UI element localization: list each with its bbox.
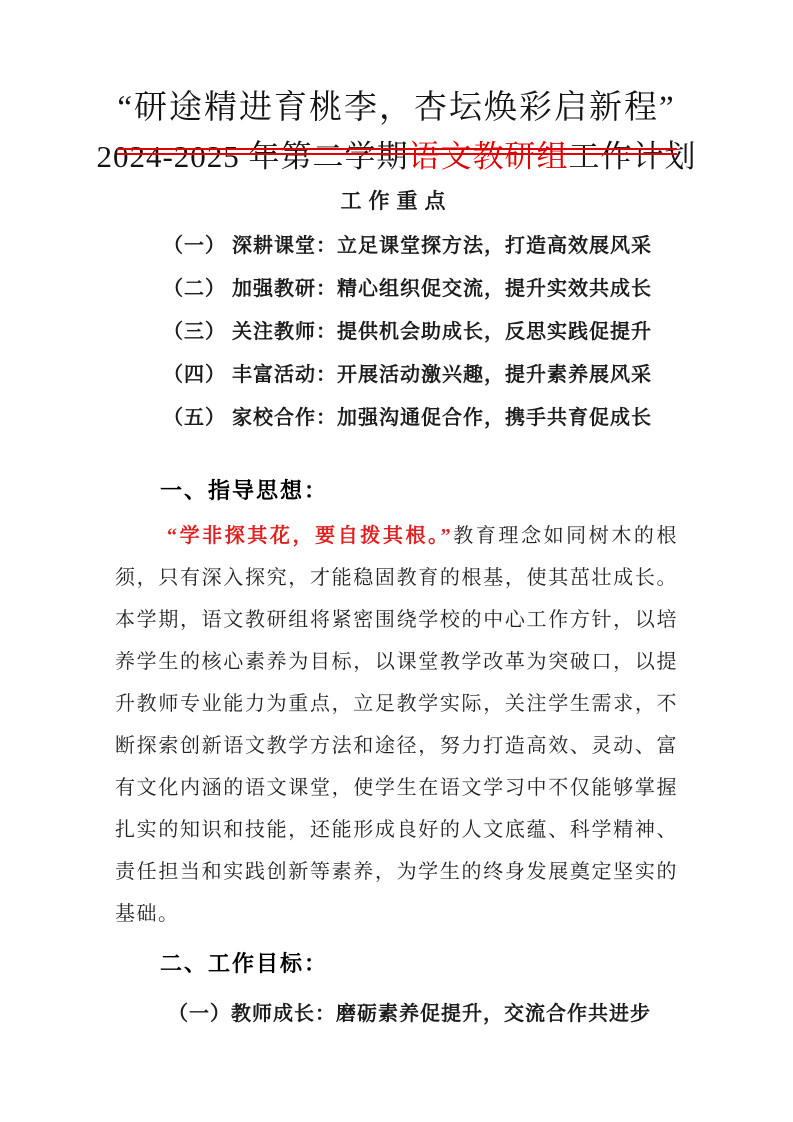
section1-heading: 一、指导思想： bbox=[160, 478, 329, 503]
opening-quote-red: “学非探其花，要自拨其根。” bbox=[167, 525, 453, 547]
focus-item-5: （五） 家校合作：加强沟通促合作，携手共育促成长 bbox=[163, 407, 652, 429]
subtitle-prefix: 2024-2025 年第二学期 bbox=[96, 139, 409, 174]
paragraph-body-text: 教育理念如同树木的根须，只有深入探究，才能稳固教育的根基，使其茁壮成长。本学期，语文教研组将紧密围绕学校的中心工作方针，以培养学生的核心素养为目标，以课堂教学改革为突破口，以提升教师专业能力为重点，立足教学实际，关注学生需求，不断探索创新语文教学方法和途径，努力打造高效、灵动、富有文化内涵的语文课堂，使学生在语文学习中不仅能够掌握扎实的知识和技能，还能形成良好的人文底蕴、科学精神、责任担当和实践创新等素养，为学生的终身发展奠定坚实的基础。 bbox=[115, 525, 679, 925]
subtitle-highlight-red: 语文教研组 bbox=[408, 139, 569, 174]
focus-item-3: （三） 关注教师：提供机会助成长，反思实践促提升 bbox=[163, 321, 652, 343]
subtitle-suffix: 工作计划 bbox=[568, 139, 697, 174]
guiding-ideology-paragraph bbox=[115, 515, 678, 935]
goal-item-1: （一）教师成长：磨砺素养促提升，交流合作共进步 bbox=[168, 1003, 651, 1025]
focus-list bbox=[0, 225, 793, 440]
document-subtitle bbox=[0, 137, 793, 177]
focus-item-4: （四） 丰富活动：开展活动激兴趣，提升素养展风采 bbox=[163, 364, 652, 386]
focus-item-1: （一） 深耕课堂：立足课堂探方法，打造高效展风采 bbox=[163, 235, 652, 257]
focus-heading: 工作重点 bbox=[340, 189, 453, 213]
document-title: “研途精进育桃李，杏坛焕彩启新程” bbox=[117, 90, 676, 126]
focus-item-2: （二） 加强教研：精心组织促交流，提升实效共成长 bbox=[163, 278, 652, 300]
section2-heading: 二、工作目标： bbox=[160, 951, 329, 976]
